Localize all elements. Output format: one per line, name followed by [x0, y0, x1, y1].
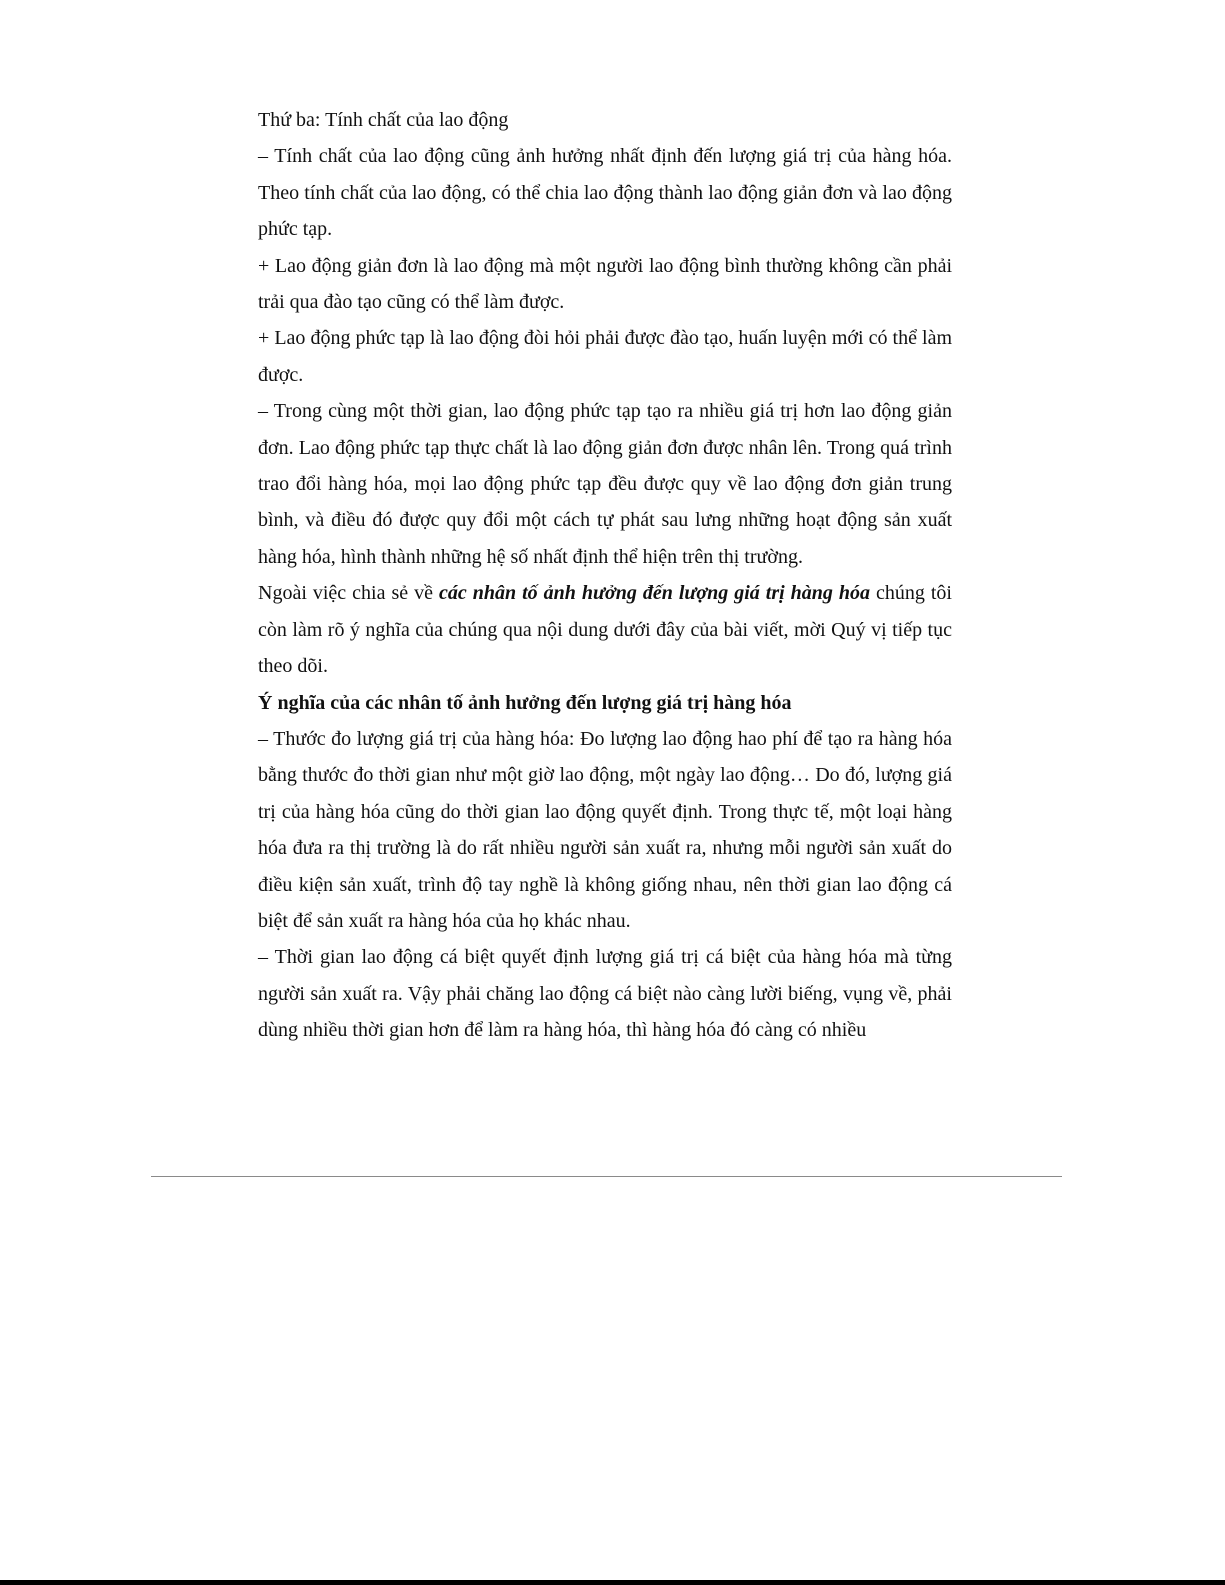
document-body: [258, 102, 952, 1049]
paragraph-complex-labor: + Lao động phức tạp là lao động đòi hỏi phải được đào tạo, huấn luyện mới có thể làm được.: [258, 327, 952, 386]
paragraph-individual-labor-time: – Thời gian lao động cá biệt quyết định lượng giá trị cá biệt của hàng hóa mà từng người sản xuất ra. Vậy phải chăng lao động cá biệt nào càng lười biếng, vụng về, phải dùng nhiều thời gian hơn để làm ra hàng hóa, thì hàng hóa đó càng có nhiều: [258, 946, 952, 1042]
intro-emphasis: các nhân tố ảnh hưởng đến lượng giá trị hàng hóa: [439, 582, 871, 605]
intro-text-after: chúng tôi còn làm rõ ý nghĩa của chúng qua nội dung dưới đây của bài viết, mời Quý vị tiếp tục theo dõi.: [258, 582, 952, 678]
section-subtitle: Thứ ba: Tính chất của lao động: [258, 109, 509, 131]
page-bottom-edge: [0, 1580, 1225, 1585]
paragraph-value-measure: – Thước đo lượng giá trị của hàng hóa: Đo lượng lao động hao phí để tạo ra hàng hóa bằng thước đo thời gian như một giờ lao động, một ngày lao động… Do đó, lượng giá trị của hàng hóa cũng do thời gian lao động quyết định. Trong thực tế, một loại hàng hóa đưa ra thị trường là do rất nhiều người sản xuất ra, nhưng mỗi người sản xuất do điều kiện sản xuất, trình độ tay nghề là không giống nhau, nên thời gian lao động cá biệt để sản xuất ra hàng hóa của họ khác nhau.: [258, 727, 952, 932]
paragraph-labor-nature: – Tính chất của lao động cũng ảnh hưởng nhất định đến lượng giá trị của hàng hóa. Theo tính chất của lao động, có thể chia lao động thành lao động giản đơn và lao động phức tạp.: [258, 145, 952, 241]
paragraph-labor-comparison: – Trong cùng một thời gian, lao động phức tạp tạo ra nhiều giá trị hơn lao động giản đơn. Lao động phức tạp thực chất là lao động giản đơn được nhân lên. Trong quá trình trao đổi hàng hóa, mọi lao động phức tạp đều được quy về lao động đơn giản trung bình, và điều đó được quy đổi một cách tự phát sau lưng những hoạt động sản xuất hàng hóa, hình thành những hệ số nhất định thể hiện trên thị trường.: [258, 400, 952, 568]
paragraph-intro: [258, 575, 952, 684]
paragraph-simple-labor: + Lao động giản đơn là lao động mà một người lao động bình thường không cần phải trải qua đào tạo cũng có thể làm được.: [258, 254, 952, 314]
intro-text-before: Ngoài việc chia sẻ về: [258, 582, 439, 605]
section-heading: Ý nghĩa của các nhân tố ảnh hưởng đến lượng giá trị hàng hóa: [258, 691, 792, 714]
page-separator-line: [151, 1176, 1062, 1177]
